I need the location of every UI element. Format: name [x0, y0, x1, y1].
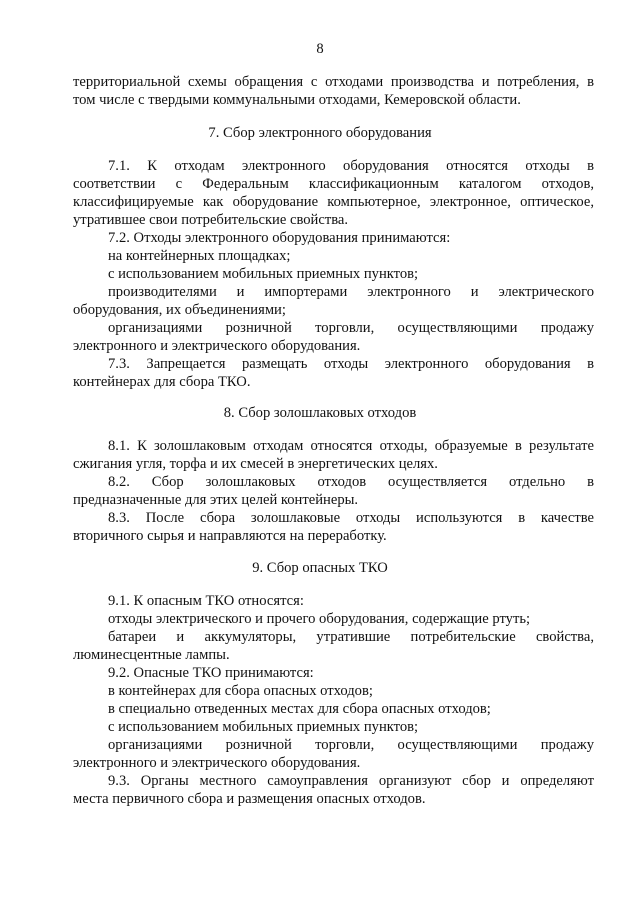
list-item: батареи и аккумуляторы, утратившие потребительские свойства, — [108, 629, 594, 645]
text-line: соответствии с Федеральным классификационным каталогом отходов, — [73, 176, 594, 192]
list-item: организациями розничной торговли, осуществляющими продажу — [108, 737, 594, 753]
list-item: с использованием мобильных приемных пунктов; — [108, 719, 419, 735]
section-heading-9: 9. Сбор опасных ТКО — [252, 560, 388, 576]
list-item: в специально отведенных местах для сбора опасных отходов; — [108, 701, 491, 717]
text-line: электронного и электрического оборудования. — [73, 338, 361, 354]
text-line: 9.1. К опасным ТКО относятся: — [108, 593, 304, 609]
text-line: классифицируемые как оборудование компьютерное, электронное, оптическое, — [73, 194, 594, 210]
text-line: территориальной схемы обращения с отходами производства и потребления, в — [73, 74, 594, 90]
list-item: отходы электрического и прочего оборудования, содержащие ртуть; — [108, 611, 531, 627]
section-heading-7: 7. Сбор электронного оборудования — [208, 125, 432, 141]
text-line: 7.3. Запрещается размещать отходы электронного оборудования в — [108, 356, 594, 372]
text-line: предназначенные для этих целей контейнеры. — [73, 492, 359, 508]
text-line: люминесцентные лампы. — [73, 647, 230, 663]
text-line: 8.2. Сбор золошлаковых отходов осуществляется отдельно в — [108, 474, 594, 490]
text-line: 7.1. К отходам электронного оборудования относятся отходы в — [108, 158, 594, 174]
text-line: том числе с твердыми коммунальными отходами, Кемеровской области. — [73, 92, 521, 108]
list-item: на контейнерных площадках; — [108, 248, 291, 264]
section-heading-8: 8. Сбор золошлаковых отходов — [223, 405, 417, 421]
text-line: 9.3. Органы местного самоуправления организуют сбор и определяют — [108, 773, 594, 789]
list-item: с использованием мобильных приемных пунктов; — [108, 266, 419, 282]
text-line: контейнерах для сбора ТКО. — [73, 374, 251, 390]
text-line: сжигания угля, торфа и их смесей в энергетических целях. — [73, 456, 438, 472]
text-line: оборудования, их объединениями; — [73, 302, 286, 318]
list-item: организациями розничной торговли, осуществляющими продажу — [108, 320, 594, 336]
text-line: 7.2. Отходы электронного оборудования принимаются: — [108, 230, 451, 246]
text-line: 8.1. К золошлаковым отходам относятся отходы, образуемые в результате — [108, 438, 594, 454]
page-number: 8 — [316, 41, 324, 57]
list-item: в контейнерах для сбора опасных отходов; — [108, 683, 373, 699]
text-line: вторичного сырья и направляются на переработку. — [73, 528, 387, 544]
text-line: электронного и электрического оборудования. — [73, 755, 361, 771]
text-line: 8.3. После сбора золошлаковые отходы используются в качестве — [108, 510, 594, 526]
text-line: 9.2. Опасные ТКО принимаются: — [108, 665, 314, 681]
text-line: места первичного сбора и размещения опасных отходов. — [73, 791, 426, 807]
text-line: утратившее свои потребительские свойства. — [73, 212, 349, 228]
list-item: производителями и импортерами электронного и электрического — [108, 284, 594, 300]
